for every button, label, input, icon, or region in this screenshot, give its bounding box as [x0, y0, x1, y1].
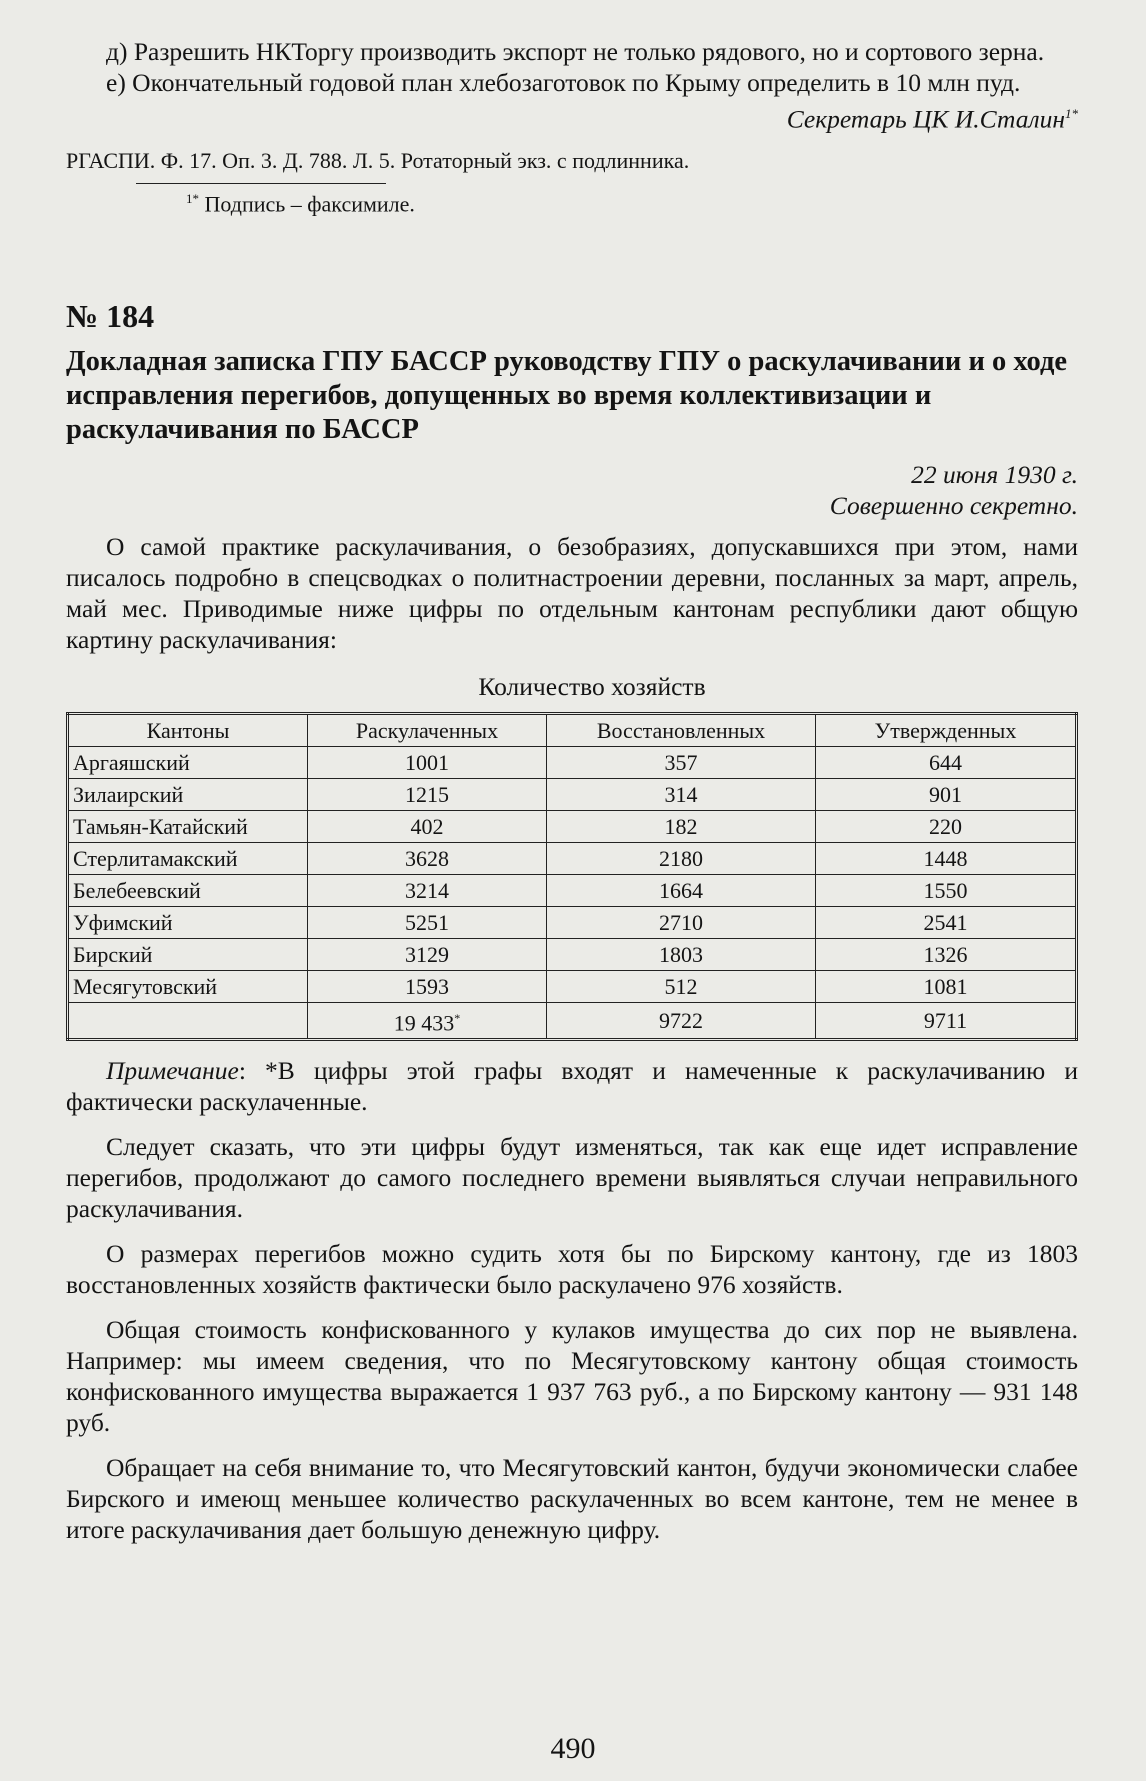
cell-approved: 1448: [816, 842, 1077, 874]
archive-reference: РГАСПИ. Ф. 17. Оп. 3. Д. 788. Л. 5. Ротаторный экз. с подлинника.: [66, 147, 690, 173]
cell-canton: Стерлитамакский: [68, 842, 308, 874]
paragraph-e: е) Окончательный годовой план хлебозаготовок по Крыму определить в 10 млн пуд.: [106, 68, 1021, 97]
table-row: [68, 938, 1077, 970]
note-label: Примечание: [106, 1056, 239, 1086]
cell-dekulakized: 5251: [308, 906, 547, 938]
cell-total-dekulakized: [308, 1002, 547, 1039]
table-note: [66, 1055, 1078, 1117]
cell-canton: Тамьян-Катайский: [68, 810, 308, 842]
cell-restored: 512: [547, 970, 816, 1002]
table-header-row: [68, 713, 1077, 746]
cell-approved: 901: [816, 778, 1077, 810]
cell-canton: Уфимский: [68, 906, 308, 938]
cell-canton: Белебеевский: [68, 874, 308, 906]
cell-restored: 1664: [547, 874, 816, 906]
table-row: [68, 842, 1077, 874]
header-restored: Восстановленных: [547, 713, 816, 746]
page-number: 490: [550, 1732, 596, 1765]
table-row: [68, 906, 1077, 938]
signature-footnote-mark: 1*: [1065, 106, 1078, 121]
cell-total-approved: 9711: [816, 1002, 1077, 1039]
cell-dekulakized: 1593: [308, 970, 547, 1002]
paragraph-d: д) Разрешить НКТоргу производить экспорт не только рядового, но и сортового зерна.: [106, 37, 1045, 66]
cell-restored: 2710: [547, 906, 816, 938]
document-date: 22 июня 1930 г.: [911, 459, 1078, 489]
table-total-row: [68, 1002, 1077, 1039]
document-number: № 184: [66, 297, 155, 334]
cell-dekulakized: 1215: [308, 778, 547, 810]
cell-total-label: [68, 1002, 308, 1039]
cell-restored: 1803: [547, 938, 816, 970]
footnote-text: Подпись – факсимиле.: [204, 190, 415, 216]
cell-total-restored: 9722: [547, 1002, 816, 1039]
cell-restored: 357: [547, 746, 816, 778]
table-row: [68, 778, 1077, 810]
cell-dekulakized: 3214: [308, 874, 547, 906]
cell-approved: 644: [816, 746, 1077, 778]
paragraph-changes: Следует сказать, что эти цифры будут изменяться, так как еще идет исправление перегибов, продолжают до самого последнего времени выявляться случаи неправильного раскулачивания.: [66, 1132, 1078, 1224]
header-cantons: Кантоны: [68, 713, 308, 746]
dekulakization-table: [66, 712, 1078, 1041]
header-approved: Утвержденных: [816, 713, 1077, 746]
cell-restored: 182: [547, 810, 816, 842]
cell-canton: Зилаирский: [68, 778, 308, 810]
cell-canton: Бирский: [68, 938, 308, 970]
total-dekulakized-value: 19 433: [393, 1010, 455, 1036]
table-caption: Количество хозяйств: [478, 671, 706, 701]
intro-paragraph: О самой практике раскулачивания, о безобразиях, допускавшихся при этом, нами писалось подробно в спецсводках о политнастроении деревни, посланных за март, апрель, май мес. Приводимые ниже цифры по отдельным кантонам республики дают общую картину раскулачивания:: [66, 531, 1078, 654]
table-row: [68, 810, 1077, 842]
footnote-mark: 1*: [186, 190, 199, 206]
cell-restored: 2180: [547, 842, 816, 874]
classification: Совершенно секретно.: [829, 490, 1078, 520]
cell-dekulakized: 3628: [308, 842, 547, 874]
cell-dekulakized: 3129: [308, 938, 547, 970]
cell-canton: Месягутовский: [68, 970, 308, 1002]
cell-approved: 1550: [816, 874, 1077, 906]
cell-restored: 314: [547, 778, 816, 810]
document-title: Докладная записка ГПУ БАССР руководству ГПУ о раскулачивании и о ходе исправления перегибов, допущенных во время коллективизации и раскулачивания по БАССР: [66, 345, 1068, 445]
note-text: : *В цифры этой графы входят и намеченные к раскулачиванию и фактически раскулаченные.: [66, 1056, 1078, 1117]
signature-text: Секретарь ЦК И.Сталин: [786, 104, 1065, 134]
table-row: [68, 746, 1077, 778]
footnote: [66, 184, 1078, 219]
cell-approved: 1326: [816, 938, 1077, 970]
cell-approved: 2541: [816, 906, 1077, 938]
cell-dekulakized: 1001: [308, 746, 547, 778]
table-row: [68, 970, 1077, 1002]
table-row: [68, 874, 1077, 906]
signature: [66, 98, 1078, 135]
paragraph-excesses: О размерах перегибов можно судить хотя бы по Бирскому кантону, где из 1803 восстановленных хозяйств фактически было раскулачено 976 хозяйств.: [66, 1239, 1078, 1300]
cell-approved: 1081: [816, 970, 1077, 1002]
cell-dekulakized: 402: [308, 810, 547, 842]
total-asterisk: *: [454, 1010, 461, 1025]
paragraph-property: Общая стоимость конфискованного у кулаков имущества до сих пор не выявлена. Например: мы имеем сведения, что по Месягутовскому кантону общая стоимость конфискованного имущества выражается 1 937 763 руб., а по Бирскому кантону — 931 148 руб.: [66, 1315, 1078, 1438]
cell-canton: Аргаяшский: [68, 746, 308, 778]
page-body: [66, 36, 1078, 1545]
paragraph-attention: Обращает на себя внимание то, что Месягутовский кантон, будучи экономически слабее Бирского и имеющ меньшее количество раскулаченных во всем кантоне, тем не менее в итоге раскулачивания дает большую денежную цифру.: [66, 1453, 1078, 1545]
cell-approved: 220: [816, 810, 1077, 842]
header-dekulakized: Раскулаченных: [308, 713, 547, 746]
